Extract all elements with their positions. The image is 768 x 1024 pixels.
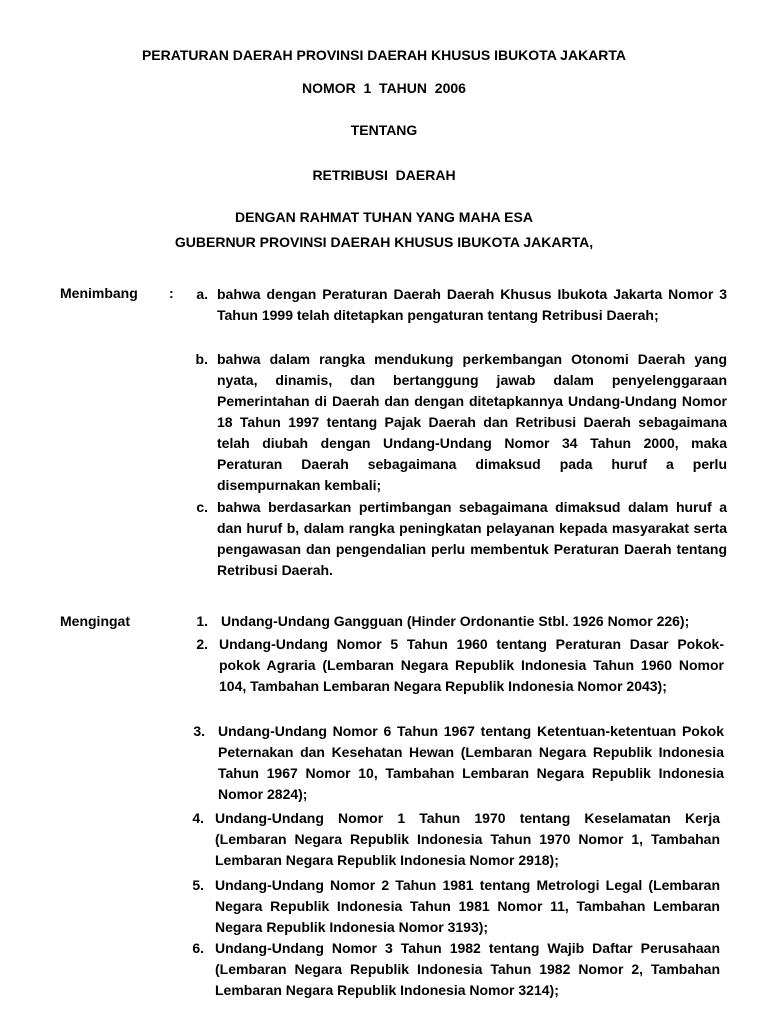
- mengingat-item-1: [190, 611, 728, 632]
- menimbang-label: Menimbang: [60, 285, 138, 301]
- mengingat-item-4: [186, 808, 728, 871]
- item-marker: 1.: [196, 613, 208, 629]
- item-text: Undang-Undang Nomor 2 Tahun 1981 tentang Metrologi Legal (Lembaran Negara Republik Indonesia Tahun 1981 Nomor 11, Tambahan Lembaran Negara Republik Indonesia Nomor 3193);: [215, 877, 720, 935]
- menimbang-item-c: [190, 497, 728, 581]
- mengingat-item-6: [186, 938, 728, 1001]
- item-text: Undang-Undang Nomor 3 Tahun 1982 tentang Wajib Daftar Perusahaan (Lembaran Negara Republik Indonesia Tahun 1982 Nomor 2, Tambahan Lembaran Negara Republik Indonesia Nomor 3214);: [215, 940, 720, 998]
- title-regulation: PERATURAN DAERAH PROVINSI DAERAH KHUSUS IBUKOTA JAKARTA: [141, 47, 627, 63]
- mengingat-item-3: [190, 721, 728, 805]
- title-number: NOMOR 1 TAHUN 2006: [302, 80, 466, 96]
- item-text: bahwa dengan Peraturan Daerah Daerah Khusus Ibukota Jakarta Nomor 3 Tahun 1999 telah ditetapkan pengaturan tentang Retribusi Daerah;: [217, 286, 727, 323]
- item-marker: 2.: [196, 636, 208, 652]
- item-marker: b.: [195, 351, 208, 367]
- mengingat-item-5: [186, 875, 728, 938]
- title-subject: RETRIBUSI DAERAH: [312, 167, 456, 183]
- item-text: bahwa berdasarkan pertimbangan sebagaimana dimaksud dalam huruf a dan huruf b, dalam rangka peningkatan pelayanan kepada masyarakat serta pengawasan dan pengendalian perlu membentuk Peraturan Daerah tentang Retribusi Daerah.: [217, 499, 727, 578]
- title-tentang: TENTANG: [350, 122, 418, 138]
- item-text: Undang-Undang Nomor 1 Tahun 1970 tentang Keselamatan Kerja (Lembaran Negara Republik Indonesia Tahun 1970 Nomor 1, Tambahan Lembaran Negara Republik Indonesia Nomor 2918);: [215, 810, 720, 868]
- item-text: bahwa dalam rangka mendukung perkembangan Otonomi Daerah yang nyata, dinamis, dan bertanggung jawab dalam penyelenggaraan Pemerintahan di Daerah dan dengan ditetapkannya Undang-Undang Nomor 18 Tahun 1997 tentang Pajak Daerah dan Retribusi Daerah sebagaimana telah diubah dengan Undang-Undang Nomor 34 Tahun 2000, maka Peraturan Daerah sebagaimana dimaksud pada huruf a perlu disempurnakan kembali;: [217, 351, 727, 493]
- menimbang-colon: :: [169, 285, 174, 301]
- item-text: Undang-Undang Gangguan (Hinder Ordonantie Stbl. 1926 Nomor 226);: [221, 613, 690, 629]
- title-governor: GUBERNUR PROVINSI DAERAH KHUSUS IBUKOTA JAKARTA,: [174, 234, 594, 250]
- title-blessing: DENGAN RAHMAT TUHAN YANG MAHA ESA: [235, 209, 533, 225]
- item-text: Undang-Undang Nomor 6 Tahun 1967 tentang Ketentuan-ketentuan Pokok Peternakan dan Kesehatan Hewan (Lembaran Negara Republik Indonesia Tahun 1967 Nomor 10, Tambahan Lembaran Negara Republik Indonesia Nomor 2824);: [218, 723, 724, 802]
- item-marker: 4.: [192, 810, 204, 826]
- mengingat-label: Mengingat: [60, 613, 130, 629]
- item-marker: 6.: [192, 940, 204, 956]
- item-text: Undang-Undang Nomor 5 Tahun 1960 tentang Peraturan Dasar Pokok-pokok Agraria (Lembaran Negara Republik Indonesia Tahun 1960 Nomor 104, Tambahan Lembaran Negara Republik Indonesia Nomor 2043);: [219, 636, 724, 694]
- item-marker: 3.: [193, 723, 205, 739]
- item-marker: c.: [196, 499, 208, 515]
- mengingat-item-2: [190, 634, 728, 718]
- item-marker: 5.: [192, 877, 204, 893]
- item-marker: a.: [196, 286, 208, 302]
- menimbang-item-a: [190, 284, 728, 347]
- menimbang-item-b: [190, 349, 728, 496]
